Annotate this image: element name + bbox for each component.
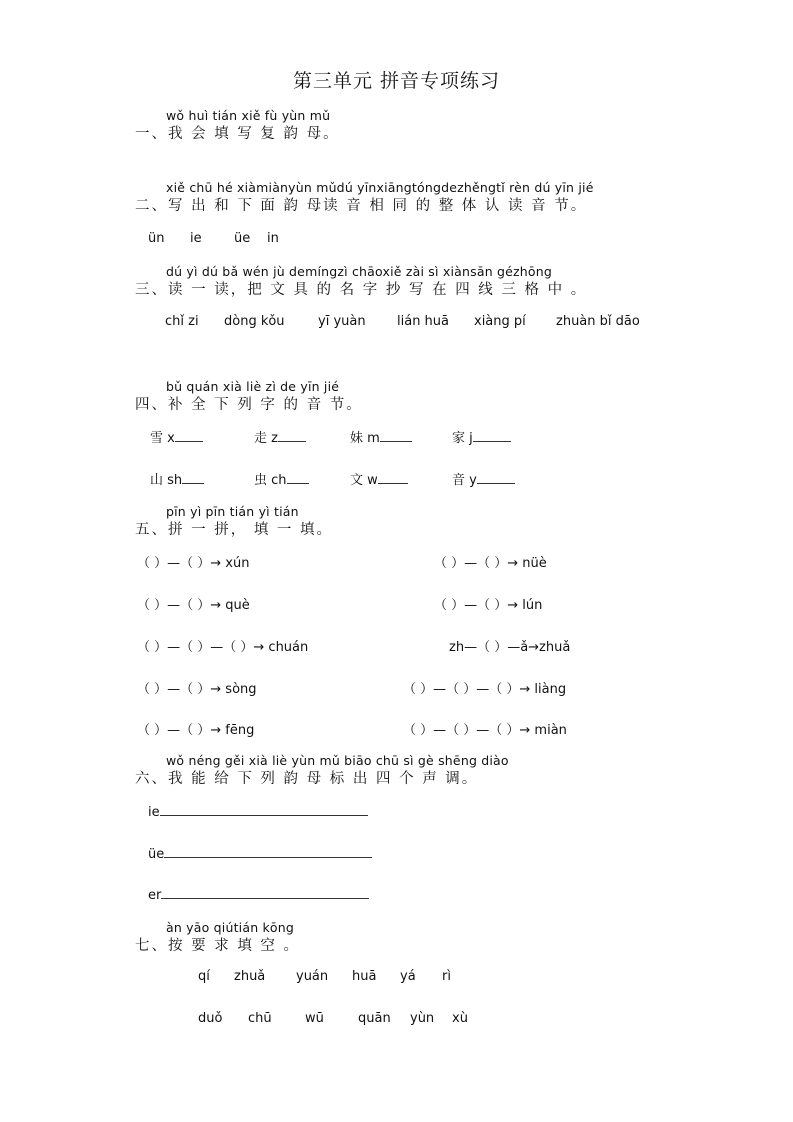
syllable-item: quān [358, 1011, 391, 1026]
final-item: in [267, 231, 279, 246]
initial: j [469, 431, 473, 446]
tone-row [148, 845, 372, 862]
stationery-pinyin: yī yuàn [318, 314, 366, 329]
section-1-heading: 一、我 会 填 写 复 韵 母。 [135, 126, 340, 142]
spell-exercise-row[interactable]: （ ）—（ ）→ què [137, 598, 250, 613]
char: 文 [350, 473, 364, 488]
char: 走 [254, 431, 268, 446]
syllable-blank [350, 469, 408, 488]
section-1-pinyin: wǒ huì tián xiě fù yùn mǔ [166, 108, 331, 123]
syllable-item: rì [442, 969, 451, 984]
section-3-heading: 三、读 一 读，把 文 具 的 名 字 抄 写 在 四 线 三 格 中 。 [135, 282, 588, 298]
syllable-item: yùn [410, 1011, 435, 1026]
final-item: üe [234, 231, 251, 246]
initial: z [271, 431, 278, 446]
initial: sh [167, 473, 183, 488]
spell-exercise-row[interactable]: （ ）—（ ）→ xún [137, 556, 250, 571]
spell-exercise-row[interactable]: （ ）—（ ）→ lún [434, 598, 543, 613]
section-4-heading: 四、补 全 下 列 字 的 音 节。 [135, 397, 363, 413]
answer-line[interactable] [287, 471, 309, 484]
section-2-pinyin: xiě chū hé xiàmiànyùn mǔdú yīnxiāngtóngdezhěngtǐ rèn dú yīn jié [166, 180, 594, 195]
initial: x [167, 431, 175, 446]
answer-line[interactable] [175, 429, 203, 442]
syllable-item: chū [248, 1011, 272, 1026]
initial: m [367, 431, 380, 446]
section-7-pinyin: àn yāo qiútián kōng [166, 920, 295, 935]
stationery-pinyin: lián huā [397, 314, 450, 329]
stationery-pinyin: chǐ zi [165, 314, 199, 329]
spell-exercise-row[interactable]: （ ）—（ ）—（ ）→ liàng [403, 682, 567, 697]
final-label: üe [148, 847, 165, 862]
section-6-pinyin: wǒ néng gěi xià liè yùn mǔ biāo chū sì gè shēng diào [166, 753, 509, 768]
answer-line[interactable] [378, 471, 408, 484]
initial: w [367, 473, 378, 488]
spell-exercise-row[interactable]: （ ）—（ ）—（ ）→ miàn [403, 723, 567, 738]
answer-line[interactable] [182, 471, 204, 484]
spell-exercise-row[interactable]: （ ）—（ ）—（ ）→ chuán [137, 640, 309, 655]
char: 音 [452, 473, 466, 488]
char: 山 [150, 473, 164, 488]
section-6-heading: 六、我 能 给 下 列 韵 母 标 出 四 个 声 调。 [135, 771, 479, 787]
answer-line[interactable] [477, 471, 515, 484]
stationery-pinyin: zhuàn bǐ dāo [556, 314, 640, 329]
answer-line[interactable] [380, 429, 412, 442]
page-title: 第三单元 拼音专项练习 [292, 70, 501, 92]
section-3-pinyin: dú yì dú bǎ wén jù demíngzì chāoxiě zài sì xiànsān gézhōng [166, 264, 553, 279]
syllable-blank [350, 427, 412, 446]
syllable-item: yá [400, 969, 416, 984]
spell-exercise-row[interactable]: （ ）—（ ）→ fēng [137, 723, 255, 738]
section-5-pinyin: pīn yì pīn tián yì tián [166, 504, 299, 519]
tone-row [148, 803, 368, 820]
syllable-blank [452, 469, 515, 488]
syllable-blank [254, 427, 306, 446]
final-item: ün [148, 231, 165, 246]
stationery-pinyin: xiàng pí [474, 314, 526, 329]
final-label: er [148, 888, 162, 903]
section-2-heading: 二、写 出 和 下 面 韵 母读 音 相 同 的 整 体 认 读 音 节。 [135, 198, 588, 214]
syllable-blank [254, 469, 309, 488]
initial: ch [271, 473, 287, 488]
syllable-item: yuán [296, 969, 329, 984]
syllable-item: huā [352, 969, 377, 984]
spell-exercise-row[interactable]: zh—（ ）—ǎ→zhuǎ [449, 640, 571, 655]
final-item: ie [190, 231, 202, 246]
answer-line[interactable] [278, 429, 306, 442]
char: 雪 [150, 431, 164, 446]
char: 虫 [254, 473, 268, 488]
final-label: ie [148, 805, 160, 820]
spell-exercise-row[interactable]: （ ）—（ ）→ nüè [434, 556, 547, 571]
answer-line[interactable] [160, 803, 368, 816]
syllable-item: duǒ [198, 1011, 223, 1026]
syllable-blank [150, 469, 204, 488]
spell-exercise-row[interactable]: （ ）—（ ）→ sòng [137, 682, 257, 697]
tone-row [148, 886, 369, 903]
answer-line[interactable] [161, 886, 369, 899]
section-5-heading: 五、拼 一 拼， 填 一 填。 [135, 522, 334, 538]
syllable-item: zhuǎ [234, 969, 266, 984]
syllable-item: wū [305, 1011, 324, 1026]
syllable-item: xù [452, 1011, 468, 1026]
syllable-item: qí [198, 969, 210, 984]
section-7-heading: 七、按 要 求 填 空 。 [135, 938, 301, 954]
initial: y [469, 473, 477, 488]
stationery-pinyin: dòng kǒu [224, 314, 285, 329]
syllable-blank [452, 427, 511, 446]
answer-line[interactable] [473, 429, 511, 442]
section-4-pinyin: bǔ quán xià liè zì de yīn jié [166, 379, 340, 394]
answer-line[interactable] [164, 845, 372, 858]
char: 妹 [350, 431, 364, 446]
char: 家 [452, 431, 466, 446]
syllable-blank [150, 427, 203, 446]
